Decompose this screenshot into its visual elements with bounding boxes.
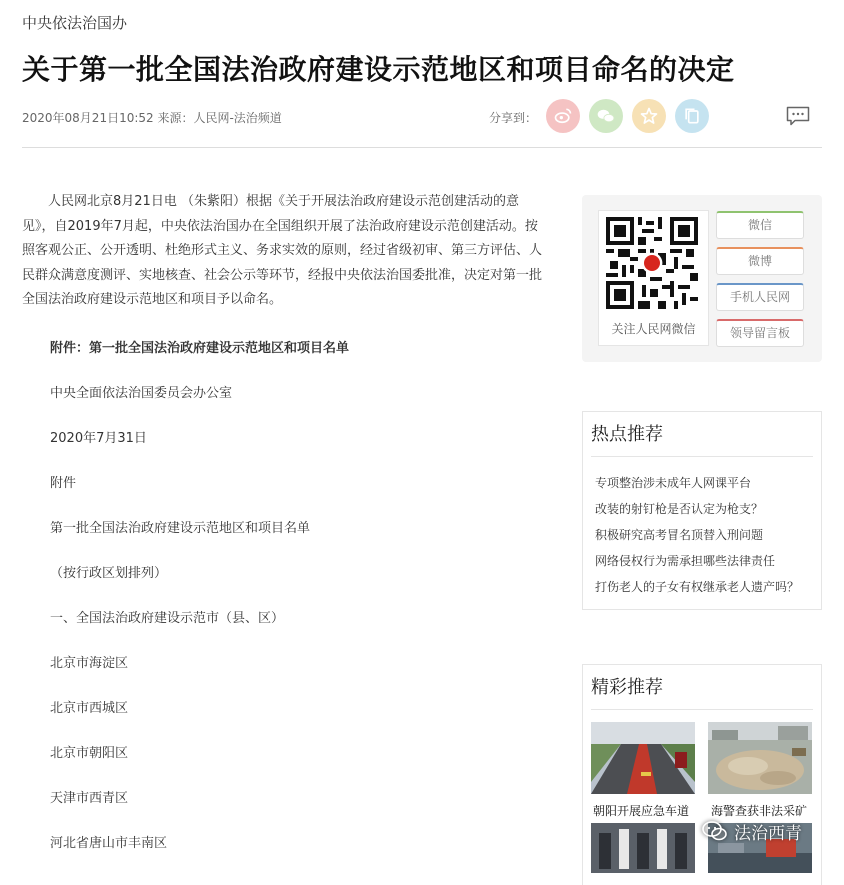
attachment-heading: 附件：第一批全国法治政府建设示范地区和项目名单 bbox=[50, 341, 350, 356]
list-item: 天津市西青区 bbox=[50, 791, 129, 806]
list-item: 河北省唐山市丰南区 bbox=[50, 836, 168, 851]
share-weibo-button[interactable] bbox=[546, 99, 580, 133]
hot-panel-title: 热点推荐 bbox=[591, 424, 663, 445]
attachment-label: 附件 bbox=[50, 476, 77, 491]
comment-icon[interactable] bbox=[786, 106, 810, 126]
copy-icon bbox=[682, 106, 702, 126]
article-body bbox=[22, 190, 550, 851]
featured-panel-divider bbox=[591, 709, 813, 710]
share-qzone-button[interactable] bbox=[632, 99, 666, 133]
watermark bbox=[702, 818, 802, 844]
qr-caption: 关注人民网微信 bbox=[611, 322, 696, 336]
share-wechat-button[interactable] bbox=[589, 99, 623, 133]
hot-link[interactable]: 专项整治涉未成年人网课平台 bbox=[595, 476, 752, 490]
watermark-text: 法治西青 bbox=[734, 823, 802, 844]
list-order-note: （按行政区划排列） bbox=[50, 566, 168, 581]
hot-link[interactable]: 积极研究高考冒名顶替入刑问题 bbox=[595, 528, 764, 542]
road-photo bbox=[591, 722, 695, 794]
featured-thumb-mining[interactable] bbox=[708, 722, 812, 794]
channel-label: 中央依法治国办 bbox=[22, 14, 128, 32]
weibo-follow-button[interactable]: 微博 bbox=[716, 247, 804, 275]
featured-panel bbox=[582, 664, 822, 885]
wechat-watermark-icon bbox=[702, 820, 728, 842]
hot-panel bbox=[582, 411, 822, 610]
share-copy-button[interactable] bbox=[675, 99, 709, 133]
article-meta: 2020年08月21日10:52 来源：人民网-法治频道 bbox=[22, 111, 282, 125]
mining-photo bbox=[708, 722, 812, 794]
featured-thumb-road[interactable] bbox=[591, 722, 695, 794]
featured-panel-title: 精彩推荐 bbox=[591, 677, 663, 698]
weibo-icon bbox=[553, 106, 573, 126]
hot-link[interactable]: 改装的射钉枪是否认定为枪支？ bbox=[595, 502, 764, 516]
list-item: 北京市朝阳区 bbox=[50, 746, 129, 761]
leader-message-board-button[interactable]: 领导留言板 bbox=[716, 319, 804, 347]
hot-link[interactable]: 打伤老人的子女有权继承老人遗产吗？ bbox=[595, 580, 800, 594]
issuer: 中央全面依法治国委员会办公室 bbox=[50, 386, 233, 401]
lead-paragraph: 人民网北京8月21日电 （朱紫阳）根据《关于开展法治政府建设示范创建活动的意见》，自2019年7月起，中央依法治国办在全国组织开展了法治政府建设示范创建活动。按照客观公正、公开透明、杜绝形式主义、务求实效的原则，经过省级初审、第三方评估、人民群众满意度测评、实地核查、社会公示等环节，经报中央依法治国委批准，决定对第一批全国法治政府建设示范地区和项目予以命名。 bbox=[22, 194, 543, 307]
qr-code bbox=[606, 217, 698, 309]
share-label: 分享到： bbox=[489, 111, 538, 125]
wechat-follow-button[interactable]: 微信 bbox=[716, 211, 804, 239]
featured-caption[interactable]: 朝阳开展应急车道 bbox=[593, 804, 690, 818]
wechat-icon bbox=[596, 106, 616, 126]
hot-panel-divider bbox=[591, 456, 813, 457]
list-title: 第一批全国法治政府建设示范地区和项目名单 bbox=[50, 521, 311, 536]
featured-caption[interactable]: 海警查获非法采矿 bbox=[711, 804, 808, 818]
header-divider bbox=[22, 147, 822, 148]
list-item: 北京市西城区 bbox=[50, 701, 129, 716]
list-item: 北京市海淀区 bbox=[50, 656, 129, 671]
issue-date: 2020年7月31日 bbox=[50, 431, 147, 446]
hot-link[interactable]: 网络侵权行为需承担哪些法律责任 bbox=[595, 554, 776, 568]
mobile-site-button[interactable]: 手机人民网 bbox=[716, 283, 804, 311]
qzone-star-icon bbox=[639, 106, 659, 126]
section-heading: 一、全国法治政府建设示范市（县、区） bbox=[50, 611, 285, 626]
page-title: 关于第一批全国法治政府建设示范地区和项目命名的决定 bbox=[22, 53, 735, 86]
